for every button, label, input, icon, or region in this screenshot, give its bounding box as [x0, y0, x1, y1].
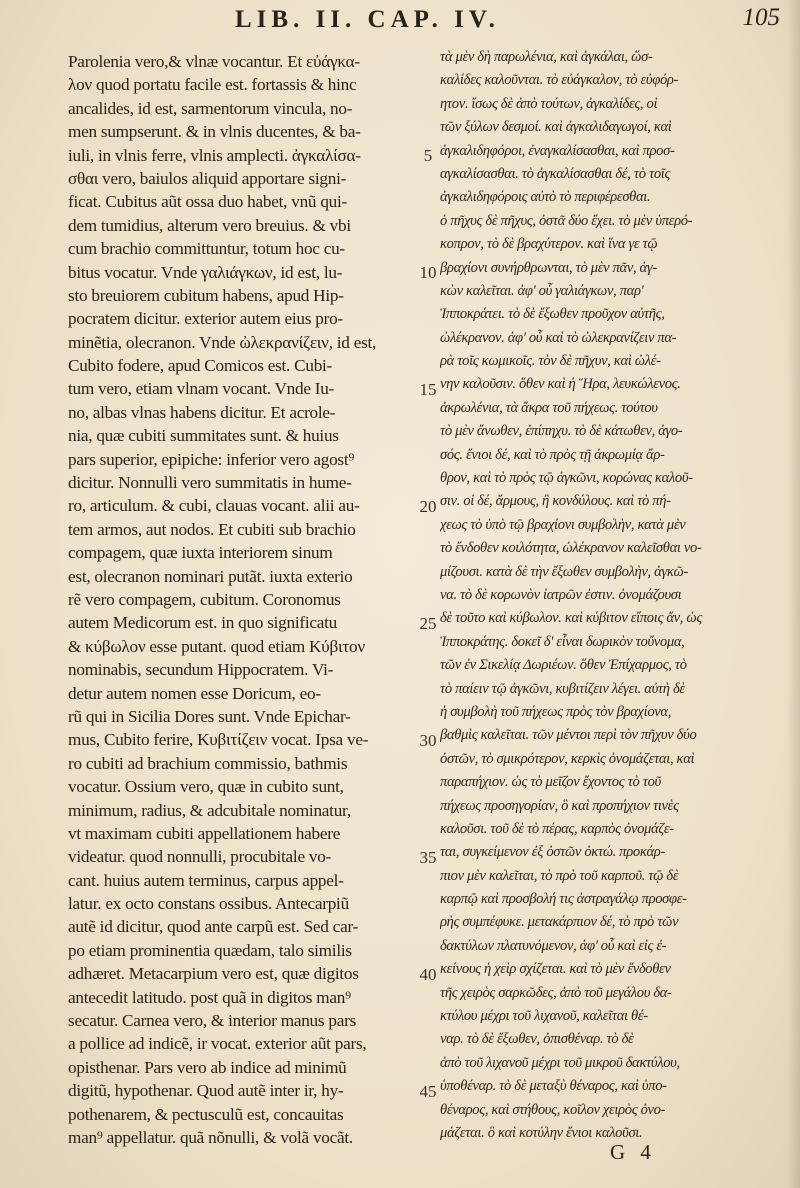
latin-text-line: cant. huius autem terminus, carpus appel-	[68, 870, 344, 890]
latin-text-line: autem Medicorum est. in quo significatu	[68, 613, 338, 633]
greek-text-line: τῆς χειρὸς σαρκῶδες, ἀπὸ τοῦ μεγάλου δα-	[440, 984, 672, 1001]
greek-text-line: πιον μὲν καλεῖται, τὸ πρὸ τοῦ καρποῦ. τῷ δὲ	[440, 867, 679, 884]
greek-text-line: μάζεται. ὃ καὶ κοτύλην ἔνιοι καλοῦσι.	[440, 1124, 643, 1141]
greek-text-column	[440, 46, 782, 1145]
greek-text-line: ρὴς συμπέφυκε. μετακάρπιον δέ, τὸ πρὸ τῶν	[440, 914, 679, 931]
line-number: 45	[419, 1081, 437, 1101]
latin-text-line: antecedit latitudo. post quã in digitos man⁹	[68, 987, 351, 1007]
greek-text-line: θέναρος, καὶ στήθους, κοῖλον χειρὸς ὀνο-	[440, 1101, 666, 1118]
line-number: 5	[423, 145, 433, 165]
latin-text-line: iuli, in vlnis ferre, vlnis amplecti. ἀγκαλίσα-	[68, 145, 361, 165]
latin-text-line: rũ qui in Sicilia Dores sunt. Vnde Epichar-	[68, 706, 351, 726]
greek-text-line: δακτύλων πλατυνόμενον, ἀφ' οὗ καὶ εἰς ἐ-	[440, 937, 667, 954]
latin-text-line: no, albas vlnas habens dicitur. Et acrole-	[68, 402, 336, 422]
latin-text-line: a pollice ad indicẽ, ir vocat. exterior aũt pars,	[68, 1034, 367, 1054]
latin-text-line: ancalides, id est, sarmentorum vincula, no-	[68, 98, 353, 118]
latin-text-line: minẽtia, olecranon. Vnde ὠλεκρανίζειν, id est,	[68, 332, 377, 352]
page-header	[0, 0, 800, 48]
latin-text-line: po etiam prominentia quædam, talo similis	[68, 940, 352, 960]
gutter-shadow	[786, 0, 800, 1188]
latin-text-line: mus, Cubito ferire, Κυβιτίζειν vocat. Ipsa ve-	[68, 730, 369, 750]
greek-text-line: νην καλοῦσιν. ὅθεν καὶ ἡ Ἥρα, λευκώλενος.	[440, 376, 681, 393]
greek-text-line: ἡ συμβολὴ τοῦ πήχεως πρὸς τὸν βραχίονα,	[440, 703, 672, 720]
latin-text-line: autẽ id dicitur, quod ante carpũ est. Sed car-	[68, 917, 359, 937]
latin-text-line: secatur. Carnea vero, & interior manus pars	[68, 1011, 357, 1031]
latin-text-line: compagem, quæ iuxta interiorem sinum	[68, 543, 333, 563]
greek-text-line: μίζουσι. κατὰ δὲ τὴν ἔξωθεν συμβολὴν, ἀγκῶ-	[440, 563, 688, 580]
latin-text-line: nominabis, secundum Hippocratem. Vi-	[68, 660, 334, 680]
greek-text-line: Ἱπποκράτης. δοκεῖ δ' εἶναι δωρικὸν τοὔνομα,	[440, 633, 685, 650]
greek-text-line: κοπρον, τὸ δὲ βραχύτερον. καὶ ἵνα γε τῷ	[440, 236, 658, 253]
greek-text-line: τὰ μὲν δὴ παρωλένια, καὶ ἀγκάλαι, ὥσ-	[440, 49, 653, 65]
latin-text-line: pocratem dicitur. exterior autem eius pro-	[68, 309, 343, 329]
greek-text-line: τὸ μὲν ἄνωθεν, ἐπίπηχυ. τὸ δὲ κάτωθεν, ἀγο-	[440, 423, 683, 440]
latin-text-line: pars superior, epipiche: inferior vero agost⁹	[68, 449, 355, 469]
latin-text-line: digitũ, hypothenar. Quod autẽ inter ir, hy-	[68, 1081, 344, 1101]
greek-text-line: θρον, καὶ τὸ πρὸς τῷ ἀγκῶνι, κορώνας καλοῦ-	[440, 470, 693, 487]
greek-text-line: Ἱπποκράτει. τὸ δὲ ἔξωθεν προῦχον αὐτῆς,	[440, 306, 665, 323]
latin-text-line: vt maximam cubiti appellationem habere	[68, 823, 341, 843]
latin-text-line: latur. ex octo constans ossibus. Antecarpiũ	[68, 894, 349, 914]
greek-text-line: ἀπὸ τοῦ λιχανοῦ μέχρι τοῦ μικροῦ δακτύλου,	[440, 1054, 680, 1071]
greek-text-line: τῶν ξύλων δεσμοί. καὶ ἀγκαλιδαγωγοί, καὶ	[440, 119, 672, 136]
greek-text-line: να. τὸ δὲ κορωνὸν ἰατρῶν ἐστιν. ὀνομάζουσι	[440, 586, 682, 603]
greek-text-line: σιν. οἱ δέ, ἄρμους, ἢ κονδύλους. καὶ τὸ πή-	[440, 493, 671, 510]
greek-text-line: ὑποθέναρ. τὸ δὲ μεταξὺ θέναρος, καὶ ὑπο-	[440, 1078, 667, 1095]
latin-text-line: tem armos, aut nodos. Et cubiti sub brachio	[68, 519, 356, 539]
greek-text-line: βραχίονι συνήρθρωνται, τὸ μὲν πᾶν, ἀγ-	[440, 259, 657, 276]
latin-text-line: rẽ vero compagem, cubitum. Coronomus	[68, 589, 341, 609]
line-number: 10	[419, 262, 437, 282]
line-number: 15	[419, 379, 437, 399]
greek-text-line: σός. ἔνιοι δέ, καὶ τὸ πρὸς τῇ ἀκρωμίᾳ ἄρ-	[440, 446, 665, 463]
greek-text-line: ητον. ἴσως δὲ ἀπὸ τούτων, ἀγκαλίδες, οἱ	[440, 95, 658, 112]
greek-text-line: καλοῦσι. τοῦ δὲ τὸ πέρας, καρπὸς ὀνομάζε-	[440, 820, 674, 837]
latin-text-line: dem tumidius, alterum vero breuius. & vbi	[68, 215, 351, 235]
line-number: 20	[419, 496, 437, 516]
line-number: 25	[419, 613, 437, 633]
greek-text-line: πήχεως προσηγορίαν, ὃ καὶ προπήχιον τινὲς	[440, 797, 679, 814]
latin-text-line: detur autem nomen esse Doricum, eo-	[68, 683, 321, 703]
line-number: 35	[419, 847, 437, 867]
latin-text-line: λον quod portatu facile est. fortassis & hinc	[68, 75, 357, 95]
greek-text-line: ρὰ τοῖς κωμικοῖς. τὸν δὲ πῆχυν, καὶ ὠλέ-	[440, 353, 661, 370]
greek-text-line: ται, συγκείμενον ἐξ ὀστῶν ὀκτώ. προκάρ-	[440, 844, 665, 861]
greek-text-line: ναρ. τὸ δὲ ἔξωθεν, ὀπισθέναρ. τὸ δὲ	[440, 1031, 634, 1048]
greek-text-line: καρπῷ καὶ προσβολή τις ἀστραγάλῳ προσφε-	[440, 891, 687, 908]
latin-text-line: cum brachio committuntur, totum hoc cu-	[68, 239, 345, 259]
latin-text-line: tum vero, etiam vlnam vocant. Vnde Iu-	[68, 379, 335, 399]
latin-text-column	[68, 50, 416, 1149]
page-number: 105	[742, 4, 780, 31]
signature-mark: G 4	[610, 1140, 656, 1164]
greek-text-line: ὠλέκρανον. ἀφ' οὗ καὶ τὸ ὠλεκρανίζειν πα-	[440, 329, 677, 346]
greek-text-line: τῶν ἐν Σικελίᾳ Δωριέων. ὅθεν Ἐπίχαρμος, τὸ	[440, 657, 687, 674]
latin-text-line: ro, articulum. & cubi, clauas vocant. alii au-	[68, 496, 360, 516]
greek-text-line: τὸ παίειν τῷ ἀγκῶνι, κυβιτίζειν λέγει. αὐτὴ δὲ	[440, 680, 685, 697]
greek-text-line: καλίδες καλοῦνται. τὸ εὐάγκαλον, τὸ εὐφόρ-	[440, 72, 679, 89]
latin-text-line: ficat. Cubitus aũt ossa duo habet, vnũ qui-	[68, 192, 348, 212]
greek-text-line: ἀγκαλιδηφόροις αὐτὸ τὸ περιφέρεσθαι.	[440, 189, 651, 206]
latin-text-line: Parolenia vero,& vlnæ vocantur. Et εὐάγκα-	[68, 52, 360, 71]
greek-text-line: χεως τὸ ὑπὸ τῷ βραχίονι συμβολὴν, κατὰ μὲν	[440, 516, 686, 533]
greek-text-line: κὼν καλεῖται. ἀφ' οὗ γαλιάγκων, παρ'	[440, 282, 644, 299]
greek-text-line: ὁ πῆχυς δὲ πῆχυς, ὀστᾶ δύο ἔχει. τὸ μὲν ὑπερό-	[440, 212, 693, 229]
greek-text-line: βαθμὶς καλεῖται. τῶν μέντοι περὶ τὸν πῆχυν δύο	[440, 727, 697, 744]
latin-text-line: opisthenar. Pars vero ab indice ad minimũ	[68, 1057, 347, 1077]
latin-text-line: & κύβωλον esse putant. quod etiam Κύβιτον	[68, 636, 365, 656]
latin-text-line: σθαι vero, baiulos aliquid apportare signi-	[68, 168, 347, 188]
latin-text-line: adhæret. Metacarpium vero est, quæ digitos	[68, 964, 359, 984]
greek-text-line: κείνους ἡ χεὶρ σχίζεται. καὶ τὸ μὲν ἔνδοθεν	[440, 961, 671, 978]
greek-text-line: τὸ ἔνδοθεν κοιλότητα, ὠλέκρανον καλεῖσθαι νο-	[440, 540, 702, 557]
latin-text-line: vocatur. Ossium vero, quæ in cubito sunt,	[68, 777, 344, 797]
greek-text-line: ὀστῶν, τὸ σμικρότερον, κερκὶς ὀνομάζεται, καὶ	[440, 750, 695, 767]
latin-text-line: sto breuiorem cubitum habens, apud Hip-	[68, 285, 344, 305]
greek-text-line: παραπήχιον. ὡς τὸ μεῖζον ἔχοντος τὸ τοῦ	[440, 774, 661, 791]
latin-text-line: dicitur. Nonnulli vero summitatis in hume-	[68, 473, 352, 493]
greek-text-line: ἀγκαλιδηφόροι, ἐναγκαλίσασθαι, καὶ προσ-	[440, 142, 675, 159]
line-number: 30	[419, 730, 437, 750]
latin-text-line: minimum, radius, & adcubitale nominatur,	[68, 800, 351, 820]
greek-text-line: αγκαλίσασθαι. τὸ ἀγκαλίσασθαι δέ, τὸ τοῖς	[440, 165, 671, 182]
latin-text-line: pothenarem, & pectusculũ est, concauitas	[68, 1104, 344, 1124]
line-number: 40	[419, 964, 437, 984]
latin-text-line: ro cubiti ad brachium commissio, bathmis	[68, 753, 348, 773]
latin-text-line: bitus vocatur. Vnde γαλιάγκων, id est, lu-	[68, 262, 343, 282]
greek-text-line: δὲ τοῦτο καὶ κύβωλον. καὶ κύβιτον εἴποις ἄν, ὡς	[440, 610, 702, 627]
latin-text-line: est, olecranon nominari putãt. iuxta exterio	[68, 566, 353, 586]
latin-text-line: men sumpserunt. & in vlnis ducentes, & ba-	[68, 122, 361, 142]
greek-text-line: ἀκρωλένια, τὰ ἄκρα τοῦ πήχεως. τούτου	[440, 399, 658, 416]
latin-text-line: Cubito fodere, apud Comicos est. Cubi-	[68, 356, 333, 376]
running-head: LIB. II. CAP. IV.	[235, 6, 500, 33]
greek-text-line: κτύλου μέχρι τοῦ λιχανοῦ, καλεῖται θέ-	[440, 1008, 648, 1025]
latin-text-line: man⁹ appellatur. quã nõnulli, & volã vocãt.	[68, 1127, 353, 1147]
latin-text-line: videatur. quod nonnulli, procubitale vo-	[68, 847, 332, 867]
latin-text-line: nia, quæ cubiti summitates sunt. & huius	[68, 426, 339, 446]
